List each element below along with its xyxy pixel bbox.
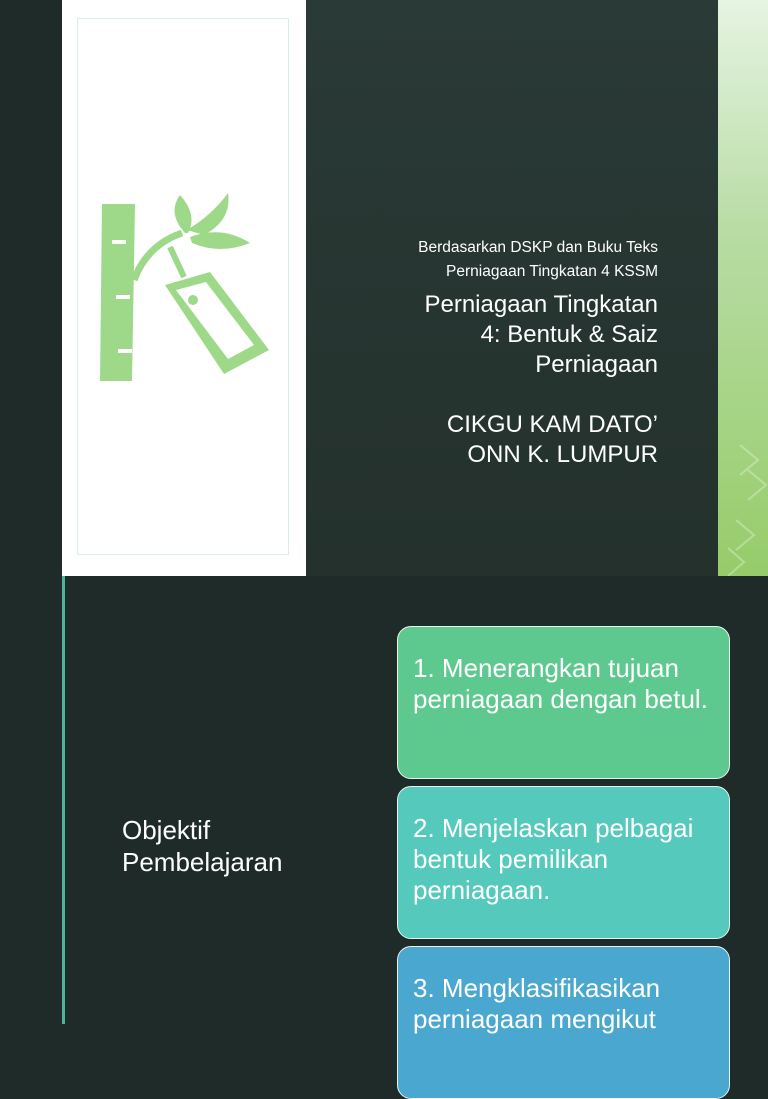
heading-line: Pembelajaran (122, 847, 283, 877)
author-line: ONN K. LUMPUR (467, 441, 658, 468)
subtitle-line: Perniagaan Tingkatan 4 KSSM (446, 263, 658, 280)
author (382, 410, 658, 470)
author-line: CIKGU KAM DATO’ (446, 411, 658, 438)
page-title (382, 290, 658, 380)
heading-line: Objektif (122, 815, 211, 845)
title-block (382, 236, 658, 470)
chevron-pattern-icon (718, 0, 768, 576)
k-letter-leaf-icon (92, 185, 282, 385)
objective-box-1: 1. Menerangkan tujuan perniagaan dengan betul. (397, 626, 730, 779)
title-line: Perniagaan (535, 351, 658, 378)
title-slide (62, 0, 768, 576)
objectives-heading (122, 814, 282, 878)
decorative-green-strip (718, 0, 768, 576)
objective-box-3: 3. Mengklasifikasikan perniagaan mengikut (397, 946, 730, 1099)
logo-panel (62, 0, 306, 576)
subtitle-line: Berdasarkan DSKP dan Buku Teks (418, 239, 658, 256)
objectives-slide (62, 576, 768, 1034)
title-line: 4: Bentuk & Saiz (480, 321, 658, 348)
objective-box-2: 2. Menjelaskan pelbagai bentuk pemilikan perniagaan. (397, 786, 730, 939)
title-line: Perniagaan Tingkatan (424, 291, 658, 318)
